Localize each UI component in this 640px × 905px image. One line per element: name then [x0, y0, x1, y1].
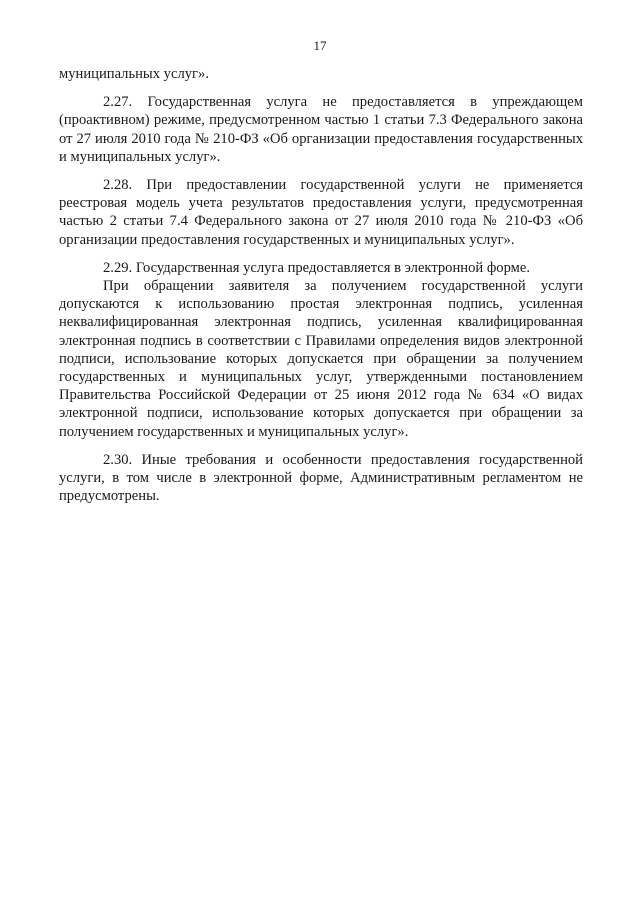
paragraph-continuation: муниципальных услуг». [59, 66, 209, 82]
paragraph-2-27: 2.27. Государственная услуга не предоставляется в упреждающем (проактивном) режиме, предусмотренном частью 1 статьи 7.3 Федерального закона от 27 июля 2010 года № 210-ФЗ «Об организации предоставления государственных и муниципальных услуг». [59, 94, 583, 165]
paragraph-2-29: 2.29. Государственная услуга предоставляется в электронной форме. [103, 259, 531, 276]
document-body [59, 65, 583, 505]
paragraph-2-30: 2.30. Иные требования и особенности предоставления государственной услуги, в том числе в электронной форме, Административным регламентом не предусмотрены. [59, 451, 583, 505]
paragraph-2-28: 2.28. При предоставлении государственной услуги не применяется реестровая модель учета результатов предоставления услуги, предусмотренная частью 2 статьи 7.4 Федерального закона от 27 июля 2010 года № 210-ФЗ «Об организации предоставления государственных и муниципальных услуг». [59, 177, 583, 248]
page-number: 17 [313, 38, 327, 53]
paragraph-electronic-signature: При обращении заявителя за получением государственной услуги допускаются к использованию простая электронная подпись, усиленная неквалифицированная электронная подпись, усиленная квалифицированная электронная подпись в соответствии с Правилами определения видов электронной подписи, использование которых допускается при обращении за получением государственных и муниципальных услуг, утвержденными постановлением Правительства Российской Федерации от 25 июня 2012 года № 634 «О видах электронной подписи, использование которых допускается при обращении за получением государственных и муниципальных услуг». [59, 278, 583, 440]
